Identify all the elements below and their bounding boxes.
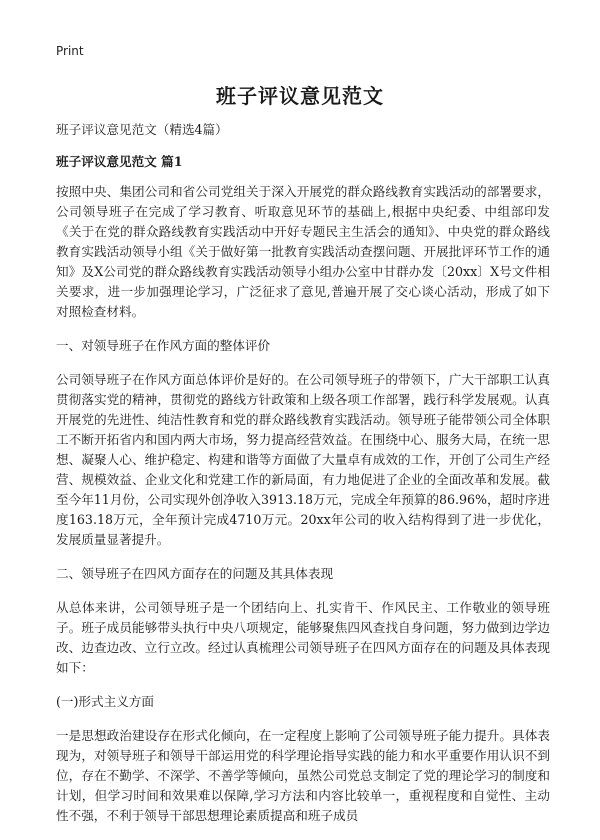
- paragraph-formalism: 一是思想政治建设存在形式化倾向，在一定程度上影响了公司领导班子能力提升。具体表现为，对领导班子和领导干部运用党的科学理论指导实践的能力和水平重要作用认识不到位，存在不勤学、不深学、不善学等倾向，虽然公司党总支制定了党的理论学习的制度和计划，但学习时间和效果难以保障,学习方法和内容比较单一，重视程度和自觉性、主动性不强，不利于领导干部思想理论素质提高和班子成员: [56, 728, 550, 823]
- article-subtitle: 班子评议意见范文（精选4篇）: [56, 122, 228, 137]
- heading-overall-evaluation: 一、对领导班子在作风方面的整体评价: [56, 338, 271, 353]
- section-title: 班子评议意见范文 篇1: [56, 154, 183, 169]
- print-link[interactable]: Print: [56, 44, 84, 58]
- paragraph-evaluation: 公司领导班子在作风方面总体评价是好的。在公司领导班子的带领下，广大干部职工认真贯彻落实党的精神，贯彻党的路线方针政策和上级各项工作部署，践行科学发展观。认真开展党的先进性、纯洁性教育和党的群众路线教育实践活动。领导班子能带领公司全体职工不断开拓省内和国内两大市场，努力提高经营效益。在围绕中心、服务大局，在统一思想、凝聚人心、维护稳定、构建和谐等方面做了大量卓有成效的工作，开创了公司生产经营、规模效益、企业文化和党建工作的新局面，有力地促进了企业的全面改革和发展。截至今年11月份，公司实现外创净收入3913.18万元，完成全年预算的86.96%，超时序进度163.18万元，全年预计完成4710万元。20xx年公司的收入结构得到了进一步优化，发展质量显著提升。: [56, 372, 550, 547]
- page-title: 班子评议意见范文: [216, 84, 384, 108]
- paragraph-intro: 按照中央、集团公司和省公司党组关于深入开展党的群众路线教育实践活动的部署要求，公司领导班子在完成了学习教育、听取意见环节的基础上,根据中央纪委、中组部印发《关于在党的群众路线教育实践活动中开好专题民主生活会的通知》、中央党的群众路线教育实践活动领导小组《关于做好第一批教育实践活动查摆问题、开展批评环节工作的通知》及X公司党的群众路线教育实践活动领导小组办公室中甘群办发〔20xx〕X号文件相关要求，进一步加强理论学习，广泛征求了意见,普遍开展了交心谈心活动，形成了如下对照检查材料。: [56, 184, 550, 319]
- heading-formalism: (一)形式主义方面: [56, 694, 154, 709]
- heading-four-styles-problems: 二、领导班子在四风方面存在的问题及其具体表现: [56, 566, 334, 581]
- article-body: [56, 120, 550, 840]
- paragraph-overview: 从总体来讲，公司领导班子是一个团结向上、扎实肯干、作风民主、工作敬业的领导班子。班子成员能够带头执行中央八项规定，能够聚焦四风查找自身问题，努力做到边学边改、边查边改、立行立改。经过认真梳理公司领导班子在四风方面存在的问题及具体表现如下：: [56, 600, 550, 675]
